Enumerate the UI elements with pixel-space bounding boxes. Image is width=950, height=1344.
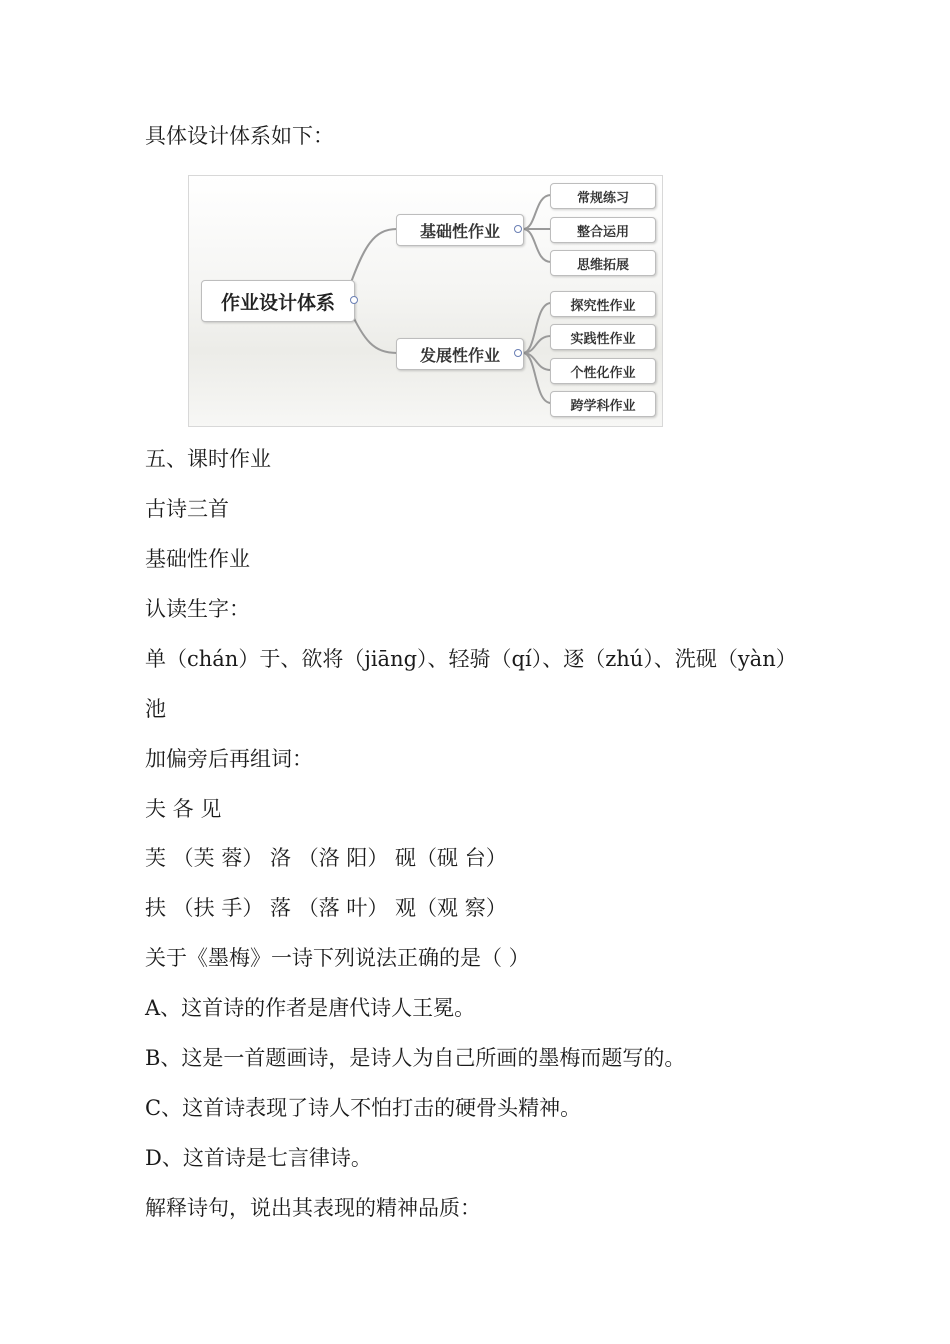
homework-type: 基础性作业 (145, 547, 250, 571)
leaf-node: 个性化作业 (550, 358, 656, 384)
paragraph-line: 扶 （扶 手） 落 （落 叶） 观（观 察） (145, 896, 507, 920)
option-b: B、这是一首题画诗，是诗人为自己所画的墨梅而题写的。 (145, 1046, 686, 1070)
branch-node-development: 发展性作业 (396, 338, 524, 370)
connector-root-dev (349, 308, 397, 353)
leaf-node: 常规练习 (550, 183, 656, 209)
connector-root-basic (349, 229, 397, 288)
intro-text: 具体设计体系如下： (145, 124, 334, 148)
branch-node-basic: 基础性作业 (396, 214, 524, 246)
leaf-node: 探究性作业 (550, 291, 656, 317)
paragraph-line: 认读生字： (145, 597, 250, 621)
basic-collapse-dot (514, 225, 522, 233)
paragraph-line: 池 (145, 697, 166, 721)
option-d: D、这首诗是七言律诗。 (145, 1146, 372, 1170)
section-heading: 五、课时作业 (145, 447, 271, 471)
development-collapse-dot (514, 349, 522, 357)
connector-basic-leaf-1 (523, 195, 551, 229)
connector-dev-leaf-4 (523, 353, 551, 403)
option-a: A、这首诗的作者是唐代诗人王冕。 (145, 996, 476, 1020)
root-collapse-dot (350, 296, 358, 304)
lesson-title: 古诗三首 (145, 497, 229, 521)
leaf-node: 实践性作业 (550, 324, 656, 350)
option-c: C、这首诗表现了诗人不怕打击的硬骨头精神。 (145, 1096, 582, 1120)
paragraph-line: 解释诗句，说出其表现的精神品质： (145, 1196, 481, 1220)
paragraph-line: 夫 各 见 (145, 797, 222, 821)
question-text: 关于《墨梅》一诗下列说法正确的是（ ） (145, 946, 530, 970)
leaf-node: 整合运用 (550, 217, 656, 243)
leaf-node: 思维拓展 (550, 250, 656, 276)
mind-map-diagram (188, 175, 663, 427)
paragraph-line: 单（chán）于、欲将（jiāng）、轻骑（qí）、逐（zhú）、洗砚（yàn） (145, 647, 797, 671)
paragraph-line: 加偏旁后再组词： (145, 747, 313, 771)
leaf-node: 跨学科作业 (550, 391, 656, 417)
connector-dev-leaf-1 (523, 303, 551, 353)
connector-basic-leaf-3 (523, 229, 551, 262)
mind-map-root-node: 作业设计体系 (201, 280, 355, 322)
paragraph-line: 芙 （芙 蓉） 洛 （洛 阳） 砚（砚 台） (145, 846, 507, 870)
